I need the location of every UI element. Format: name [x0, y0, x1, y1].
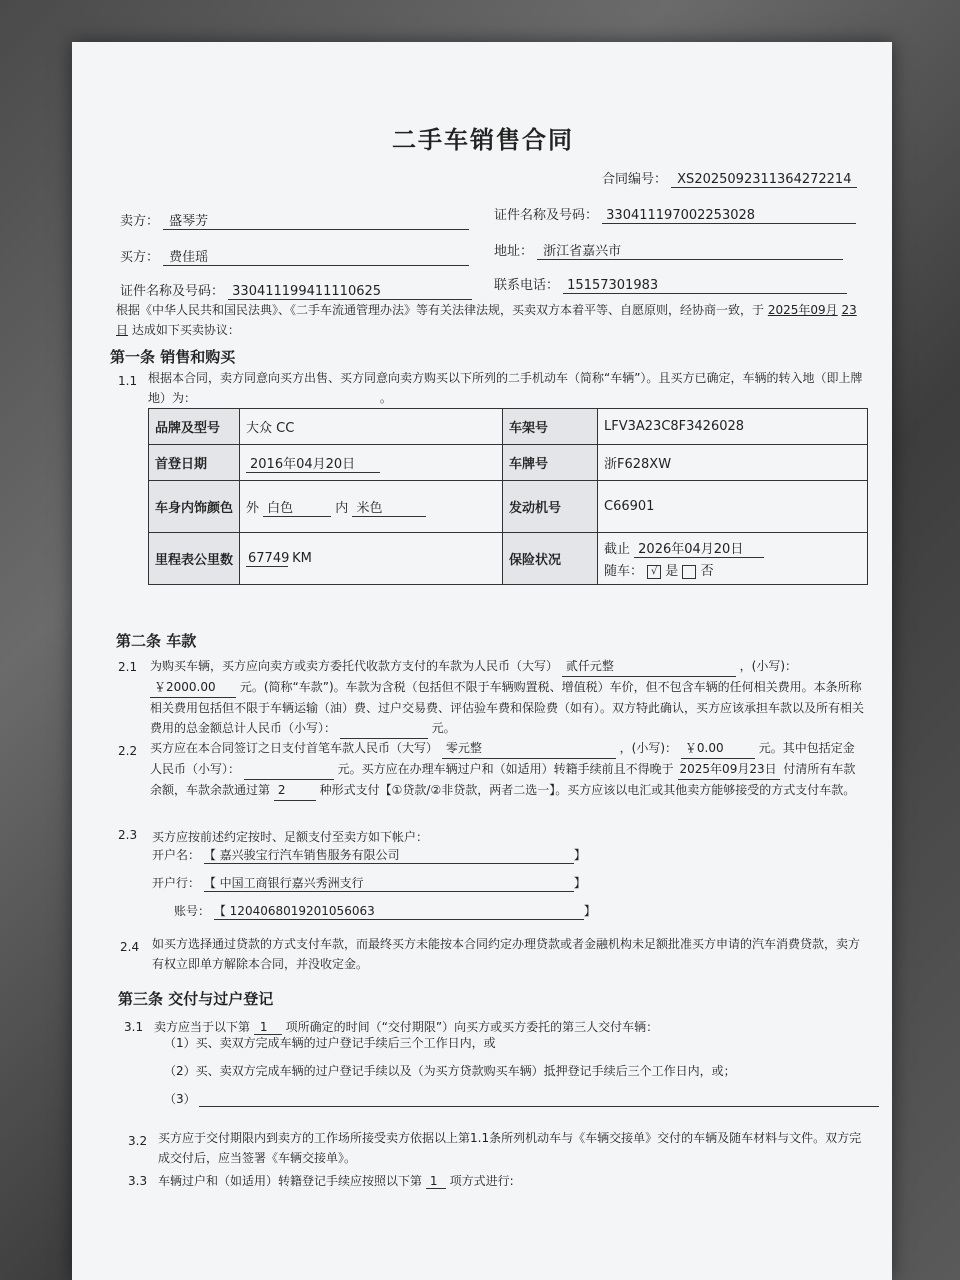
clause-2-1-amount: ￥2000.00 [150, 677, 236, 698]
account-no-field: 【 1204068019201056063 [214, 902, 584, 920]
engine-label: 发动机号 [503, 481, 598, 533]
clause-3-1-option-2: （2）买、卖双方完成车辆的过户登记手续以及（为买方贷款购买车辆）抵押登记手续后三个工作日内，或； [164, 1064, 736, 1078]
mileage-label: 里程表公里数 [149, 533, 240, 585]
buyer-label: 买方： [120, 250, 160, 265]
plate-label: 车牌号 [503, 445, 598, 481]
yes-checkbox[interactable]: √ [647, 565, 661, 579]
buyer-id-label: 证件名称及号码： [120, 284, 225, 299]
page-title: 二手车销售合同 [392, 126, 574, 154]
account-no-row: 账号： 【 1204068019201056063 】 [174, 904, 596, 918]
account-bank-row: 开户行： 【 中国工商银行嘉兴秀洲支行 】 [152, 876, 586, 890]
clause-2-2-num: 2.2 [118, 744, 138, 758]
clause-3-1-item: 1 [254, 1020, 282, 1035]
account-no-value: 1204068019201056063 [229, 904, 375, 918]
seller-label: 卖方： [120, 214, 160, 229]
clause-2-1-text-d: 元。 [431, 721, 456, 735]
no-label: 否 [700, 564, 714, 579]
contract-no-value: XS2025092311364272214 [671, 172, 857, 188]
insurance-prefix: 截止 [604, 542, 631, 557]
address-value: 浙江省嘉兴市 [537, 240, 843, 260]
phone-row [494, 274, 847, 294]
clause-3-3-text-a: 车辆过户和（如适用）转籍登记手续应按照以下第 [158, 1174, 423, 1188]
clause-1-1-text: 根据本合同，卖方同意向买方出售、买方同意向卖方购买以下所列的二手机动车（简称“车辆”）。且买方已确定，车辆的转入地（即上牌地）为： [148, 371, 863, 405]
account-bank-label: 开户行： [152, 876, 201, 890]
contract-paper [72, 42, 892, 1280]
seller-id-value: 330411197002253028 [602, 208, 856, 224]
account-name-value: 嘉兴骏宝行汽车销售服务有限公司 [219, 848, 400, 862]
clause-3-2-num: 3.2 [128, 1134, 148, 1148]
clause-2-1-upper: 贰仟元整 [562, 656, 736, 677]
account-bank-field: 【 中国工商银行嘉兴秀洲支行 [204, 874, 574, 892]
clause-3-1-line [154, 1018, 658, 1035]
clause-2-1-text-c: 元。(简称“车款”)。车款为含税（包括但不限于车辆购置税、增值税）车价，但不包含车辆的任何相关费用。本条所称相关费用包括但不限于车辆运输（油）费、过户交易费、评估验车费和保险费（如有）。双方特此确认，买方应该承担车款以及所有相关费用的总金额总计人民币（小写）： [150, 680, 865, 735]
clause-2-2-text-f: 种形式支付【①贷款/②非贷款，两者二选一】。买方应该以电汇或其他卖方能够接受的方式支付车款。 [319, 783, 856, 797]
no-checkbox[interactable] [682, 565, 696, 579]
article-3-title: 第三条 交付与过户登记 [118, 990, 274, 1008]
clause-2-2-text-e: 付清所有车款余额，车款余款通过第 [150, 762, 856, 797]
clause-2-2-amount: ￥0.00 [681, 738, 755, 759]
color-label: 车身内饰颜色 [149, 481, 240, 533]
brand-value: 大众 CC [240, 409, 503, 445]
phone-value: 15157301983 [563, 278, 847, 294]
contract-no-row [602, 168, 857, 188]
transfer-location-blank [200, 388, 380, 409]
clause-3-2-text: 买方应于交付期限内到卖方的工作场所接受卖方依据以上第1.1条所列机动车与《车辆交接单》交付的车辆及随车材料与文件。双方完成交付后，应当签署《车辆交接单》。 [158, 1131, 862, 1165]
clause-2-2-upper: 零元整 [442, 738, 616, 759]
yes-label: 是 [665, 564, 679, 579]
address-row [494, 240, 843, 260]
clause-2-2-text-b: ，(小写)： [619, 741, 678, 755]
clause-2-3-num: 2.3 [118, 828, 138, 842]
clause-3-1-text-a: 卖方应当于以下第 [154, 1020, 251, 1034]
int-color-prefix: 内 [335, 500, 349, 516]
reg-date-cell [240, 445, 503, 481]
color-cell [240, 481, 503, 533]
clause-1-1-num: 1.1 [118, 374, 138, 388]
buyer-id-row [120, 280, 472, 300]
account-no-label: 账号： [174, 904, 211, 918]
phone-label: 联系电话： [494, 278, 560, 293]
buyer-row [120, 246, 469, 266]
brand-label: 品牌及型号 [149, 409, 240, 445]
article-1-title: 第一条 销售和购买 [110, 348, 236, 366]
mileage-cell [240, 533, 503, 585]
clause-2-4-num: 2.4 [120, 940, 140, 954]
insurance-cell [598, 533, 868, 585]
seller-value: 盛琴芳 [163, 210, 469, 230]
clause-2-1 [150, 656, 866, 739]
clause-2-1-text-a: 为购买车辆，买方应向卖方或卖方委托代收款方支付的车款为人民币（大写） [150, 659, 559, 673]
mileage-value: 67749 [248, 550, 290, 566]
clause-2-1-num: 2.1 [118, 660, 138, 674]
clause-3-1-num: 3.1 [124, 1020, 144, 1034]
vin-value: LFV3A23C8F3426028 [598, 409, 868, 445]
buyer-id-value: 330411199411110625 [228, 284, 472, 300]
seller-row [120, 210, 469, 230]
reg-date-value: 2016年04月20日 [246, 453, 380, 473]
clause-3-1-text-b: 项所确定的时间（“交付期限”）向买方或买方委托的第三人交付车辆： [285, 1020, 659, 1034]
clause-2-3-text: 买方应按前述约定按时、足额支付至卖方如下帐户： [152, 830, 429, 844]
clause-2-2-text-c: 元。其中包括定金人民币（小写）： [150, 741, 855, 776]
clause-1-1: 根据本合同，卖方同意向买方出售、买方同意向卖方购买以下所列的二手机动车（简称“车辆”）。且买方已确定，车辆的转入地（即上牌地）为： 。 [148, 368, 868, 409]
with-car-label: 随车： [604, 564, 644, 579]
clause-2-4-text: 如买方选择通过贷款的方式支付车款，而最终买方未能按本合同约定办理贷款或者金融机构未足额批准买方申请的汽车消费贷款，卖方有权立即单方解除本合同，并没收定金。 [152, 937, 861, 971]
clause-3-3-line [158, 1172, 514, 1189]
clause-2-2-deposit-blank [244, 759, 334, 780]
seller-id-row [494, 204, 856, 224]
clause-3-1-option-1: （1）买、卖双方完成车辆的过户登记手续后三个工作日内，或 [164, 1036, 496, 1050]
vin-label: 车架号 [503, 409, 598, 445]
ext-color-value: 白色 [263, 497, 331, 517]
mileage-unit: KM [292, 550, 312, 566]
clause-2-2-text-a: 买方应在本合同签订之日支付首笔车款人民币（大写） [150, 741, 439, 755]
clause-2-2-date: 2025年09月23日 [678, 759, 780, 780]
seller-id-label: 证件名称及号码： [494, 208, 599, 223]
clause-3-1-option-3-blank [199, 1092, 879, 1107]
int-color-value: 米色 [352, 497, 426, 517]
clause-2-1-total-blank [340, 718, 428, 739]
contract-no-label: 合同编号： [602, 172, 668, 187]
account-name-label: 开户名： [152, 848, 201, 862]
buyer-value: 费佳瑶 [163, 246, 469, 266]
account-name-row: 开户名： 【 嘉兴骏宝行汽车销售服务有限公司 】 [152, 848, 586, 862]
reg-date-label: 首登日期 [149, 445, 240, 481]
clause-2-2-text-d: 元。买方应在办理车辆过户和（如适用）转籍手续前且不得晚于 [337, 762, 674, 776]
account-bank-value: 中国工商银行嘉兴秀洲支行 [219, 876, 364, 890]
clause-3-3-text-b: 项方式进行: [449, 1174, 514, 1188]
clause-2-2-way: 2 [274, 780, 316, 801]
preamble-text-1: 根据《中华人民共和国民法典》、《二手车流通管理办法》等有关法律法规，买卖双方本着平等、自愿原则，经协商一致，于 [116, 303, 765, 317]
clause-2-1-text-b: ，(小写)： [739, 659, 798, 673]
article-2-title: 第二条 车款 [116, 632, 197, 650]
clause-3-3-num: 3.3 [128, 1174, 148, 1188]
clause-3-3-item: 1 [426, 1174, 446, 1189]
preamble-date-a: 2025年09月 [767, 303, 838, 317]
ext-color-prefix: 外 [246, 500, 260, 516]
engine-value: C66901 [598, 481, 868, 533]
vehicle-table [148, 408, 868, 585]
preamble [116, 300, 862, 340]
insurance-date: 2026年04月20日 [634, 538, 764, 558]
account-name-field: 【 嘉兴骏宝行汽车销售服务有限公司 [204, 846, 574, 864]
clause-3-1-option-3-label: （3） [164, 1092, 196, 1106]
preamble-date-b: 23日 [116, 303, 857, 337]
preamble-text-2: 达成如下买卖协议： [131, 323, 240, 337]
insurance-label: 保险状况 [503, 533, 598, 585]
clause-2-2 [150, 738, 866, 801]
address-label: 地址： [494, 244, 534, 259]
plate-value: 浙F628XW [598, 445, 868, 481]
clause-3-1-option-3 [164, 1090, 879, 1107]
